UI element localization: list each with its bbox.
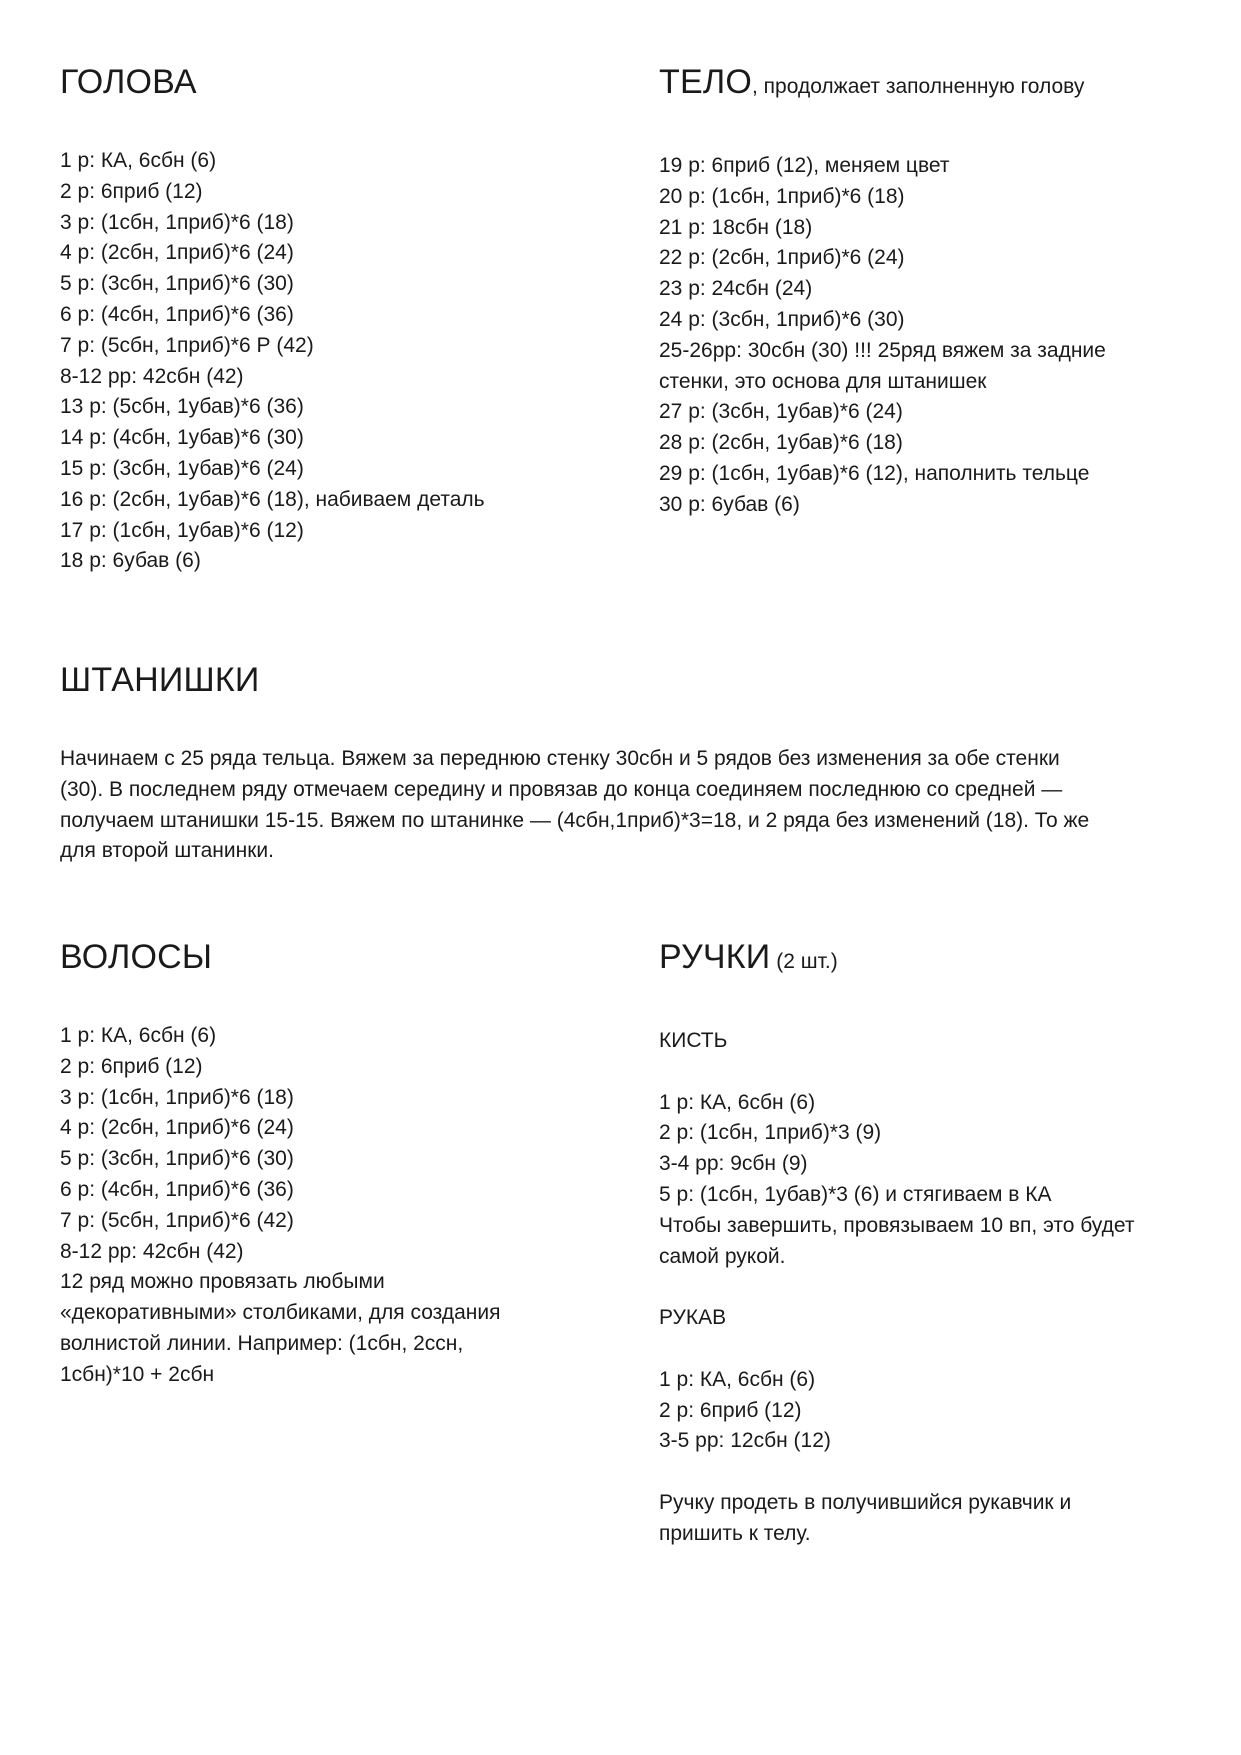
hair-row: «декоративными» столбиками, для создания — [60, 1301, 501, 1325]
hair-row: волнистой линии. Например: (1сбн, 2ссн, — [60, 1331, 464, 1355]
head-row: 1 р: КА, 6сбн (6) — [60, 149, 217, 172]
hair-row: 12 ряд можно провязать любыми — [60, 1270, 385, 1294]
body-row: стенки, это основа для штанишек — [659, 369, 987, 393]
arms-row: Ручку продеть в получившийся рукавчик и — [659, 1490, 1072, 1514]
body-subtitle: , продолжает заполненную голову — [752, 75, 1085, 98]
hair-row: 1 р: КА, 6сбн (6) — [60, 1024, 217, 1047]
arms-row: 2 р: 6приб (12) — [659, 1398, 802, 1422]
arms-row: пришить к телу. — [659, 1521, 811, 1545]
body-row: 23 р: 24сбн (24) — [659, 277, 813, 301]
hair-row: 4 р: (2сбн, 1приб)*6 (24) — [60, 1116, 294, 1140]
head-row: 5 р: (3сбн, 1приб)*6 (30) — [60, 272, 294, 296]
pants-text-line: (30). В последнем ряду отмечаем середину и провязав до конца соединяем последнюю со средней — — [60, 777, 1063, 801]
body-row: 29 р: (1сбн, 1убав)*6 (12), наполнить тельце — [659, 461, 1090, 485]
pants-section — [60, 660, 1190, 867]
arms-row: 5 р: (1сбн, 1убав)*3 (6) и стягиваем в КА — [659, 1182, 1052, 1206]
hair-row: 6 р: (4сбн, 1приб)*6 (36) — [60, 1177, 294, 1201]
pants-title: ШТАНИШКИ — [60, 661, 260, 699]
head-row: 2 р: 6приб (12) — [60, 179, 203, 203]
arms-row — [659, 1457, 1199, 1488]
body-row: 27 р: (3сбн, 1убав)*6 (24) — [659, 400, 903, 424]
arms-row: 2 р: (1сбн, 1приб)*3 (9) — [659, 1121, 882, 1145]
body-section — [659, 62, 1199, 521]
head-row: 17 р: (1сбн, 1убав)*6 (12) — [60, 518, 304, 542]
arms-title: РУЧКИ — [659, 938, 771, 976]
arms-row — [659, 1272, 1199, 1303]
body-row: 28 р: (2сбн, 1убав)*6 (18) — [659, 431, 903, 455]
arms-row: 1 р: КА, 6сбн (6) — [659, 1090, 816, 1114]
hair-section — [60, 937, 560, 1391]
hair-row: 3 р: (1сбн, 1приб)*6 (18) — [60, 1085, 294, 1109]
arms-row: 3-4 рр: 9сбн (9) — [659, 1152, 808, 1176]
hair-title: ВОЛОСЫ — [60, 938, 213, 976]
head-row: 4 р: (2сбн, 1приб)*6 (24) — [60, 241, 294, 265]
body-row: 24 р: (3сбн, 1приб)*6 (30) — [659, 307, 905, 331]
head-row: 6 р: (4сбн, 1приб)*6 (36) — [60, 302, 294, 326]
arms-subtitle: (2 шт.) — [770, 950, 838, 973]
head-row: 18 р: 6убав (6) — [60, 549, 201, 573]
arms-row: самой рукой. — [659, 1244, 786, 1268]
hair-row: 5 р: (3сбн, 1приб)*6 (30) — [60, 1147, 294, 1171]
arms-row: РУКАВ — [659, 1306, 727, 1330]
pants-text-line: получаем штанишки 15-15. Вяжем по штанинке — (4сбн,1приб)*3=18, и 2 ряда без изменений (18). То же — [60, 808, 1090, 832]
hair-row: 2 р: 6приб (12) — [60, 1054, 203, 1078]
body-row: 19 р: 6приб (12), меняем цвет — [659, 154, 950, 177]
body-rows — [659, 151, 1199, 521]
body-row: 21 р: 18сбн (18) — [659, 215, 813, 239]
body-title: ТЕЛО — [659, 63, 753, 101]
body-row: 30 р: 6убав (6) — [659, 492, 800, 516]
head-rows — [60, 146, 620, 577]
head-row: 15 р: (3сбн, 1убав)*6 (24) — [60, 456, 304, 480]
arms-row: 1 р: КА, 6сбн (6) — [659, 1367, 816, 1391]
body-heading — [659, 62, 1199, 107]
arms-row: 3-5 рр: 12сбн (12) — [659, 1429, 831, 1453]
pants-text — [60, 744, 1190, 867]
body-row: 25-26рр: 30сбн (30) !!! 25ряд вяжем за задние — [659, 338, 1106, 362]
arms-row: КИСТЬ — [659, 1029, 728, 1052]
head-row: 16 р: (2сбн, 1убав)*6 (18), набиваем деталь — [60, 487, 485, 511]
head-row: 14 р: (4сбн, 1убав)*6 (30) — [60, 426, 304, 450]
hair-row: 7 р: (5сбн, 1приб)*6 (42) — [60, 1208, 294, 1232]
hair-rows — [60, 1021, 560, 1391]
arms-section — [659, 937, 1199, 1550]
arms-row — [659, 1057, 1199, 1088]
head-row: 7 р: (5сбн, 1приб)*6 Р (42) — [60, 333, 314, 357]
arms-rows — [659, 1026, 1199, 1550]
hair-row: 8-12 рр: 42сбн (42) — [60, 1239, 244, 1263]
arms-row — [659, 1334, 1199, 1365]
hair-row: 1сбн)*10 + 2сбн — [60, 1362, 215, 1386]
body-row: 22 р: (2сбн, 1приб)*6 (24) — [659, 246, 905, 270]
head-row: 13 р: (5сбн, 1убав)*6 (36) — [60, 395, 304, 419]
pants-text-line: Начинаем с 25 ряда тельца. Вяжем за переднюю стенку 30сбн и 5 рядов без изменения за обе стенки — [60, 747, 1060, 770]
head-row: 8-12 рр: 42сбн (42) — [60, 364, 244, 388]
body-row: 20 р: (1сбн, 1приб)*6 (18) — [659, 184, 905, 208]
head-section — [60, 62, 620, 577]
head-title: ГОЛОВА — [60, 63, 197, 101]
head-row: 3 р: (1сбн, 1приб)*6 (18) — [60, 210, 294, 234]
arms-row: Чтобы завершить, провязываем 10 вп, это будет — [659, 1213, 1135, 1237]
pants-text-line: для второй штанинки. — [60, 839, 274, 863]
arms-heading — [659, 937, 1199, 982]
